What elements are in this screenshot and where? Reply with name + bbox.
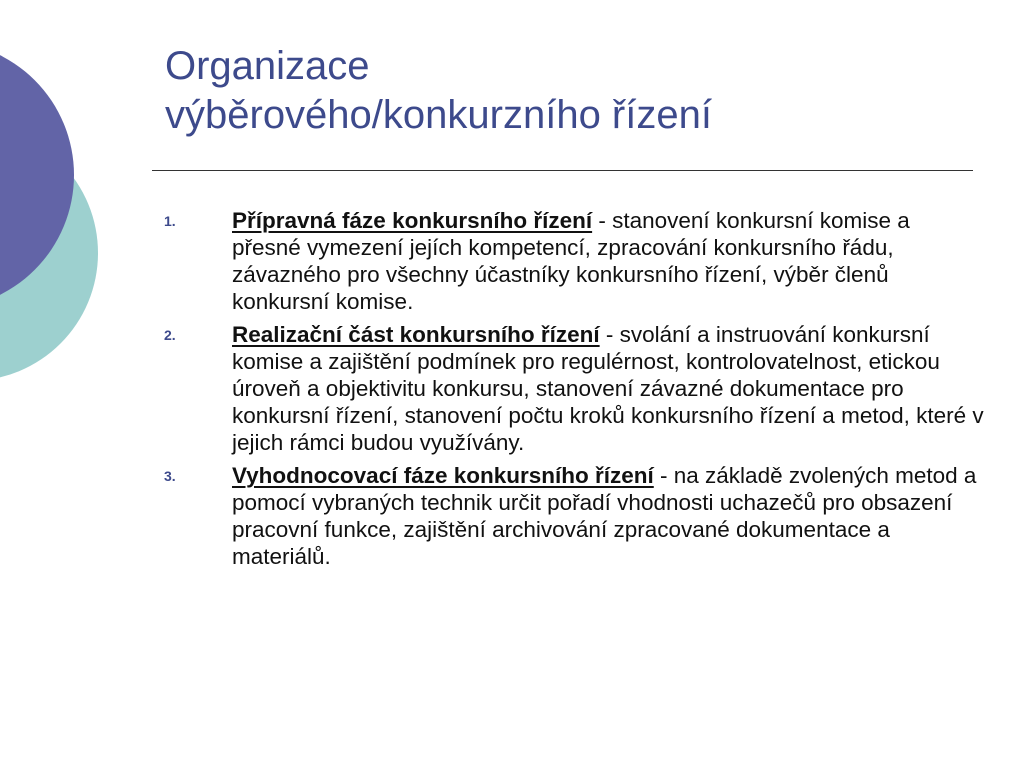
list-item-text [232,462,984,570]
slide-title [165,42,985,140]
list-item-3 [164,462,984,570]
list-item-number: 2. [164,327,176,343]
list-item-body: - svolání a instruování konkursní komise a zajištění podmínek pro regulérnost, kontrolovatelnost, etickou úroveň a objektivitu konkursu, stanovení závazné dokumentace pro konkursní řízení, stanovení počtu kroků konkursního řízení a metod, které v jejich rámci budou využívány. [232,322,984,455]
slide-title-line-1: Organizace [165,44,370,88]
list-item-text [232,321,984,456]
decorative-circles [0,0,110,420]
content-list [164,207,984,576]
list-item-1 [164,207,984,315]
list-item-text [232,207,984,315]
title-divider [152,170,973,171]
slide-title-line-2: výběrového/konkurzního řízení [165,93,712,137]
list-item-heading: Realizační část konkursního řízení [232,322,600,347]
list-item-heading: Vyhodnocovací fáze konkursního řízení [232,463,654,488]
circles-graphic [0,0,110,420]
list-item-body: - stanovení konkursní komise a přesné vymezení jejích kompetencí, zpracování konkursního řádu, závazného pro všechny účastníky konkursního řízení, výběr členů konkursní komise. [232,208,910,314]
list-item-body: - na základě zvolených metod a pomocí vybraných technik určit pořadí vhodnosti uchazečů pro obsazení pracovní funkce, zajištění archivování zpracované dokumentace a materiálů. [232,463,977,569]
list-item-number: 3. [164,468,176,484]
list-item-number: 1. [164,213,176,229]
list-item-2 [164,321,984,456]
list-item-heading: Přípravná fáze konkursního řízení [232,208,593,233]
